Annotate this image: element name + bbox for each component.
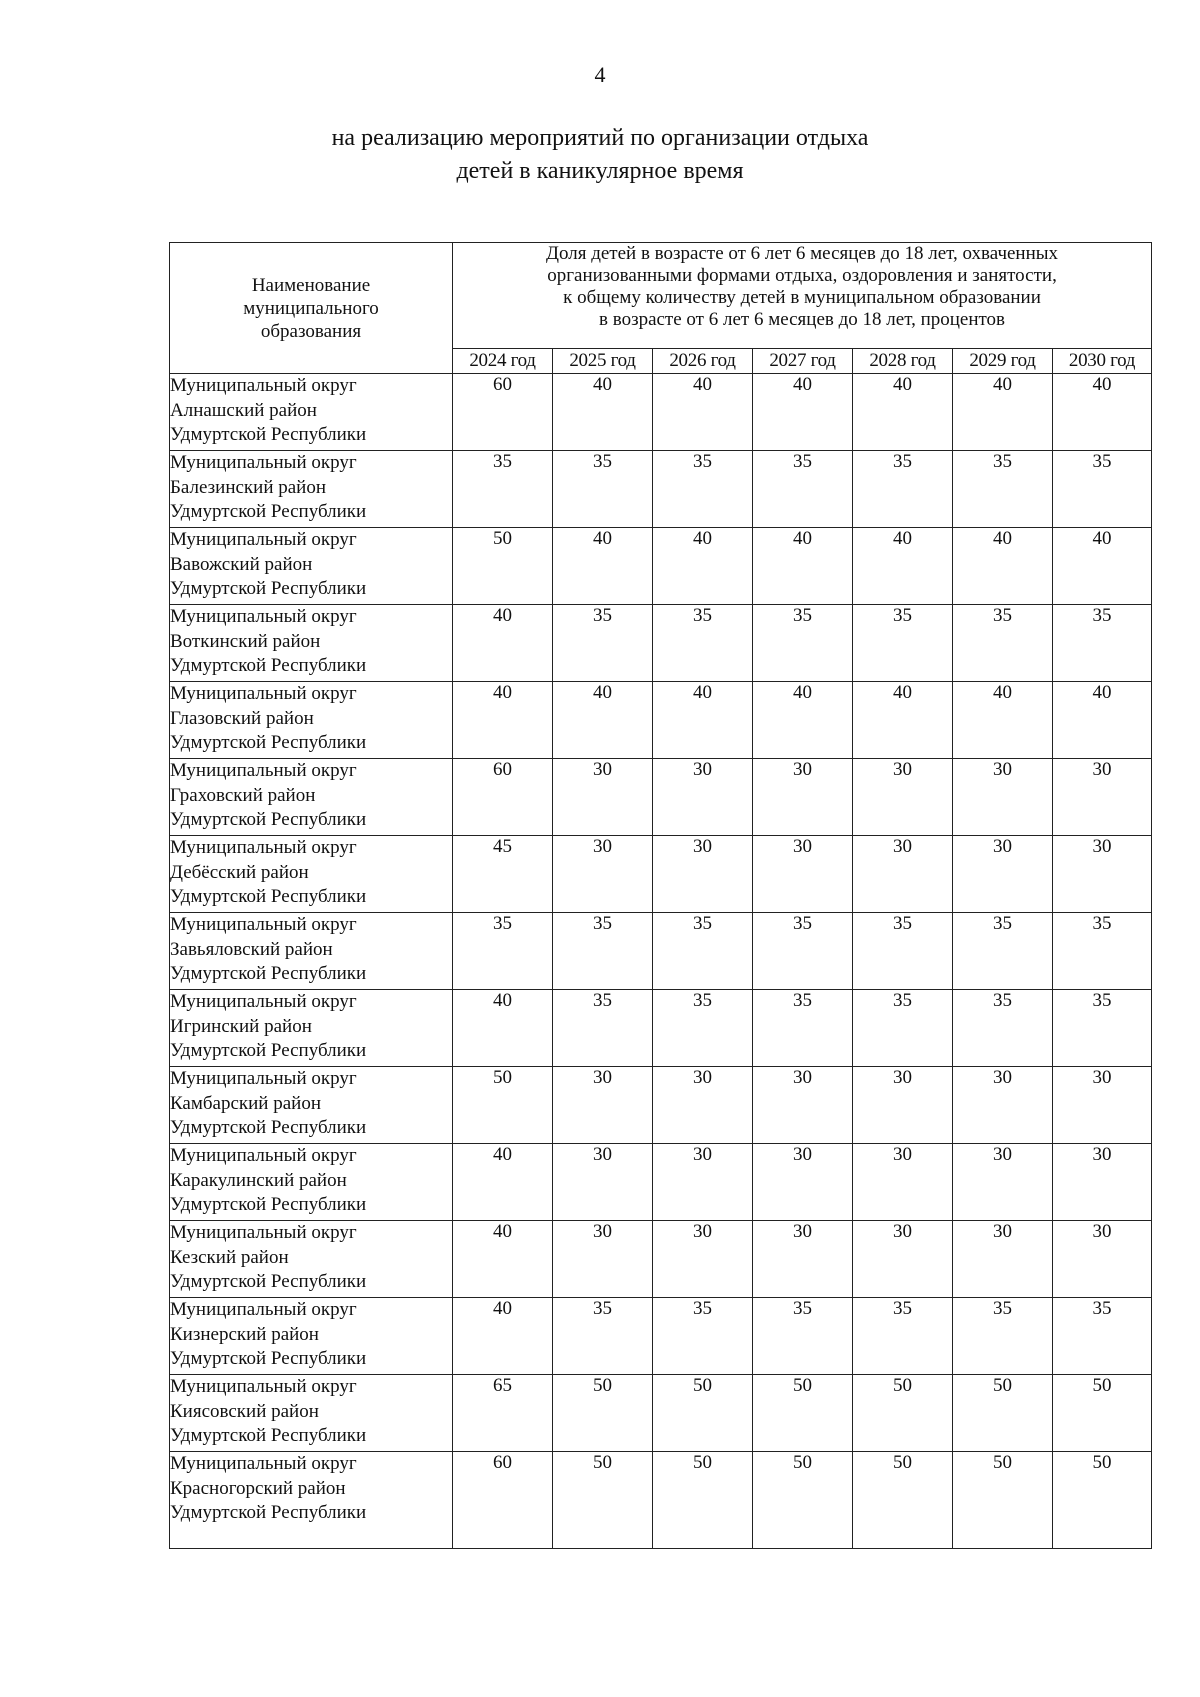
value-cell: 35 <box>1053 605 1152 682</box>
table-row <box>170 1375 1152 1452</box>
year-header-1: 2025 год <box>553 349 653 374</box>
municipality-name-line: Каракулинский район <box>170 1169 347 1191</box>
value-cell: 30 <box>853 1221 953 1298</box>
municipality-name <box>170 836 453 913</box>
value-cell: 35 <box>1053 990 1152 1067</box>
value-cell: 35 <box>953 913 1053 990</box>
value-cell: 30 <box>753 836 853 913</box>
header-line: Доля детей в возрасте от 6 лет 6 месяцев до 18 лет, охваченных <box>546 243 1059 264</box>
value-cell: 30 <box>1053 836 1152 913</box>
value-cell: 50 <box>953 1375 1053 1452</box>
value-cell: 30 <box>953 1067 1053 1144</box>
value-cell: 50 <box>553 1375 653 1452</box>
value-cell: 50 <box>853 1375 953 1452</box>
value-cell: 30 <box>753 1144 853 1221</box>
value-cell: 30 <box>653 759 753 836</box>
value-cell: 35 <box>453 913 553 990</box>
value-cell: 50 <box>753 1375 853 1452</box>
value-cell: 35 <box>853 913 953 990</box>
value-cell: 35 <box>953 990 1053 1067</box>
table-row <box>170 836 1152 913</box>
value-cell: 40 <box>853 374 953 451</box>
municipality-name-line: Удмуртской Республики <box>170 501 367 522</box>
value-cell: 35 <box>553 1298 653 1375</box>
value-cell: 35 <box>1053 451 1152 528</box>
value-cell: 30 <box>653 1144 753 1221</box>
municipality-name-line: Муниципальный округ <box>170 606 357 627</box>
municipality-name <box>170 759 453 836</box>
municipality-name-line: Муниципальный округ <box>170 452 357 473</box>
value-cell: 40 <box>953 682 1053 759</box>
value-cell: 50 <box>653 1452 753 1549</box>
value-cell: 60 <box>453 374 553 451</box>
value-cell: 30 <box>1053 1067 1152 1144</box>
value-cell: 35 <box>753 605 853 682</box>
value-cell: 40 <box>853 682 953 759</box>
value-cell: 35 <box>1053 1298 1152 1375</box>
municipality-name-line: Удмуртской Республики <box>170 1194 367 1215</box>
municipality-column-header <box>170 243 453 374</box>
municipality-name-line: Муниципальный округ <box>170 1222 357 1243</box>
value-cell: 40 <box>453 605 553 682</box>
value-cell: 35 <box>553 451 653 528</box>
value-cell: 35 <box>453 451 553 528</box>
municipality-name-line: Муниципальный округ <box>170 991 357 1012</box>
value-cell: 50 <box>1053 1452 1152 1549</box>
value-cell: 50 <box>953 1452 1053 1549</box>
value-cell: 30 <box>653 1221 753 1298</box>
municipality-name-line: Удмуртской Республики <box>170 886 367 907</box>
value-cell: 30 <box>853 759 953 836</box>
table-row <box>170 528 1152 605</box>
value-cell: 35 <box>553 913 653 990</box>
municipality-name-line: Вавожский район <box>170 553 313 575</box>
header-line: образования <box>260 320 362 342</box>
table-row <box>170 913 1152 990</box>
municipality-name <box>170 1375 453 1452</box>
value-cell: 35 <box>653 605 753 682</box>
municipality-name-line: Красногорский район <box>170 1477 346 1499</box>
header-line: в возрасте от 6 лет 6 месяцев до 18 лет, процентов <box>599 309 1006 330</box>
table-row <box>170 1144 1152 1221</box>
value-cell: 40 <box>453 682 553 759</box>
value-cell: 50 <box>1053 1375 1152 1452</box>
value-cell: 50 <box>653 1375 753 1452</box>
value-cell: 30 <box>853 1067 953 1144</box>
value-cell: 35 <box>853 605 953 682</box>
table-row <box>170 1221 1152 1298</box>
value-cell: 40 <box>453 1144 553 1221</box>
value-cell: 30 <box>853 836 953 913</box>
year-header-6: 2030 год <box>1053 349 1152 374</box>
header-line: Наименование <box>251 274 371 296</box>
table-row <box>170 682 1152 759</box>
municipality-name-line: Удмуртской Республики <box>170 963 367 984</box>
municipality-name-line: Муниципальный округ <box>170 760 357 781</box>
value-cell: 40 <box>853 528 953 605</box>
municipality-name-line: Муниципальный округ <box>170 683 357 704</box>
municipality-name-line: Муниципальный округ <box>170 1376 357 1397</box>
value-cell: 35 <box>653 913 753 990</box>
value-cell: 30 <box>553 1221 653 1298</box>
value-cell: 30 <box>953 1144 1053 1221</box>
year-header-3: 2027 год <box>753 349 853 374</box>
value-cell: 35 <box>553 605 653 682</box>
value-cell: 40 <box>1053 682 1152 759</box>
value-cell: 35 <box>1053 913 1152 990</box>
value-cell: 40 <box>753 528 853 605</box>
municipality-name-line: Муниципальный округ <box>170 375 357 396</box>
municipality-name-line: Дебёсский район <box>170 861 309 883</box>
value-cell: 30 <box>553 759 653 836</box>
table-row <box>170 1067 1152 1144</box>
municipality-name-line: Муниципальный округ <box>170 1299 357 1320</box>
value-cell: 35 <box>753 451 853 528</box>
value-cell: 30 <box>753 1067 853 1144</box>
municipality-name <box>170 913 453 990</box>
value-cell: 30 <box>653 836 753 913</box>
table-row <box>170 759 1152 836</box>
municipality-name-line: Муниципальный округ <box>170 1453 357 1474</box>
value-cell: 35 <box>853 990 953 1067</box>
municipality-name-line: Киясовский район <box>170 1400 319 1422</box>
municipality-name <box>170 682 453 759</box>
municipality-name-line: Удмуртской Республики <box>170 1502 367 1523</box>
value-cell: 30 <box>553 1067 653 1144</box>
municipality-name-line: Удмуртской Республики <box>170 1271 367 1292</box>
municipality-name-line: Граховский район <box>170 784 316 806</box>
value-cell: 30 <box>553 1144 653 1221</box>
value-cell: 30 <box>553 836 653 913</box>
value-cell: 35 <box>653 990 753 1067</box>
value-cell: 35 <box>553 990 653 1067</box>
value-cell: 65 <box>453 1375 553 1452</box>
municipality-name-line: Муниципальный округ <box>170 914 357 935</box>
value-cell: 40 <box>453 990 553 1067</box>
value-cell: 30 <box>953 759 1053 836</box>
year-header-4: 2028 год <box>853 349 953 374</box>
value-cell: 40 <box>1053 374 1152 451</box>
municipality-name-line: Удмуртской Республики <box>170 655 367 676</box>
municipality-name-line: Игринский район <box>170 1015 312 1037</box>
value-cell: 35 <box>853 451 953 528</box>
municipality-name-line: Кезский район <box>170 1246 289 1268</box>
year-header-5: 2029 год <box>953 349 1053 374</box>
header-line: муниципального <box>243 297 379 319</box>
value-cell: 30 <box>1053 1144 1152 1221</box>
year-header-0: 2024 год <box>453 349 553 374</box>
municipality-name-line: Муниципальный округ <box>170 1068 357 1089</box>
value-cell: 35 <box>653 1298 753 1375</box>
value-cell: 40 <box>653 682 753 759</box>
value-cell: 40 <box>453 1221 553 1298</box>
municipality-name <box>170 1144 453 1221</box>
value-cell: 35 <box>753 990 853 1067</box>
value-cell: 35 <box>653 451 753 528</box>
table-row <box>170 374 1152 451</box>
municipality-name <box>170 374 453 451</box>
municipality-name-line: Удмуртской Республики <box>170 1348 367 1369</box>
municipality-name-line: Удмуртской Республики <box>170 732 367 753</box>
municipality-name-line: Удмуртской Республики <box>170 1117 367 1138</box>
municipality-name <box>170 1452 453 1549</box>
value-cell: 30 <box>653 1067 753 1144</box>
municipality-name-line: Удмуртской Республики <box>170 1425 367 1446</box>
share-group-header <box>453 243 1152 349</box>
value-cell: 30 <box>953 1221 1053 1298</box>
value-cell: 50 <box>753 1452 853 1549</box>
municipality-name <box>170 1067 453 1144</box>
table-row <box>170 605 1152 682</box>
value-cell: 35 <box>753 1298 853 1375</box>
document-title <box>0 122 1200 188</box>
value-cell: 40 <box>553 374 653 451</box>
table-row <box>170 451 1152 528</box>
value-cell: 40 <box>653 374 753 451</box>
value-cell: 30 <box>953 836 1053 913</box>
value-cell: 60 <box>453 759 553 836</box>
municipality-name-line: Удмуртской Республики <box>170 424 367 445</box>
data-table <box>169 242 1152 1549</box>
value-cell: 40 <box>653 528 753 605</box>
value-cell: 30 <box>1053 1221 1152 1298</box>
value-cell: 35 <box>953 1298 1053 1375</box>
municipality-name-line: Воткинский район <box>170 630 321 652</box>
municipality-name <box>170 605 453 682</box>
municipality-name-line: Удмуртской Республики <box>170 578 367 599</box>
value-cell: 30 <box>753 759 853 836</box>
municipality-name <box>170 1221 453 1298</box>
header-line: организованными формами отдыха, оздоровления и занятости, <box>547 265 1057 286</box>
municipality-name-line: Кизнерский район <box>170 1323 319 1345</box>
header-line: к общему количеству детей в муниципальном образовании <box>563 287 1041 308</box>
municipality-name-line: Муниципальный округ <box>170 837 357 858</box>
title-line-1: на реализацию мероприятий по организации отдыха <box>331 125 869 151</box>
municipality-name-line: Завьяловский район <box>170 938 333 960</box>
municipality-name <box>170 990 453 1067</box>
value-cell: 60 <box>453 1452 553 1549</box>
page-number: 4 <box>594 62 606 87</box>
municipality-name-line: Удмуртской Республики <box>170 809 367 830</box>
value-cell: 40 <box>953 374 1053 451</box>
value-cell: 35 <box>953 605 1053 682</box>
municipality-name <box>170 451 453 528</box>
municipality-name-line: Муниципальный округ <box>170 1145 357 1166</box>
municipality-name <box>170 1298 453 1375</box>
value-cell: 40 <box>553 528 653 605</box>
value-cell: 40 <box>453 1298 553 1375</box>
table-row <box>170 990 1152 1067</box>
value-cell: 35 <box>953 451 1053 528</box>
municipality-name-line: Муниципальный округ <box>170 529 357 550</box>
value-cell: 30 <box>853 1144 953 1221</box>
municipality-name <box>170 528 453 605</box>
year-header-2: 2026 год <box>653 349 753 374</box>
value-cell: 40 <box>753 682 853 759</box>
title-line-2: детей в каникулярное время <box>456 158 744 184</box>
value-cell: 45 <box>453 836 553 913</box>
value-cell: 50 <box>553 1452 653 1549</box>
value-cell: 40 <box>553 682 653 759</box>
table-row <box>170 1452 1152 1549</box>
municipality-name-line: Балезинский район <box>170 476 327 498</box>
municipality-name-line: Глазовский район <box>170 707 314 729</box>
table-body <box>170 374 1152 1549</box>
value-cell: 40 <box>1053 528 1152 605</box>
value-cell: 50 <box>453 528 553 605</box>
municipality-name-line: Удмуртской Республики <box>170 1040 367 1061</box>
value-cell: 35 <box>753 913 853 990</box>
value-cell: 30 <box>1053 759 1152 836</box>
value-cell: 35 <box>853 1298 953 1375</box>
value-cell: 50 <box>853 1452 953 1549</box>
value-cell: 40 <box>953 528 1053 605</box>
municipality-name-line: Камбарский район <box>170 1092 321 1114</box>
value-cell: 50 <box>453 1067 553 1144</box>
value-cell: 30 <box>753 1221 853 1298</box>
municipality-name-line: Алнашский район <box>170 399 317 421</box>
table-row <box>170 1298 1152 1375</box>
value-cell: 40 <box>753 374 853 451</box>
